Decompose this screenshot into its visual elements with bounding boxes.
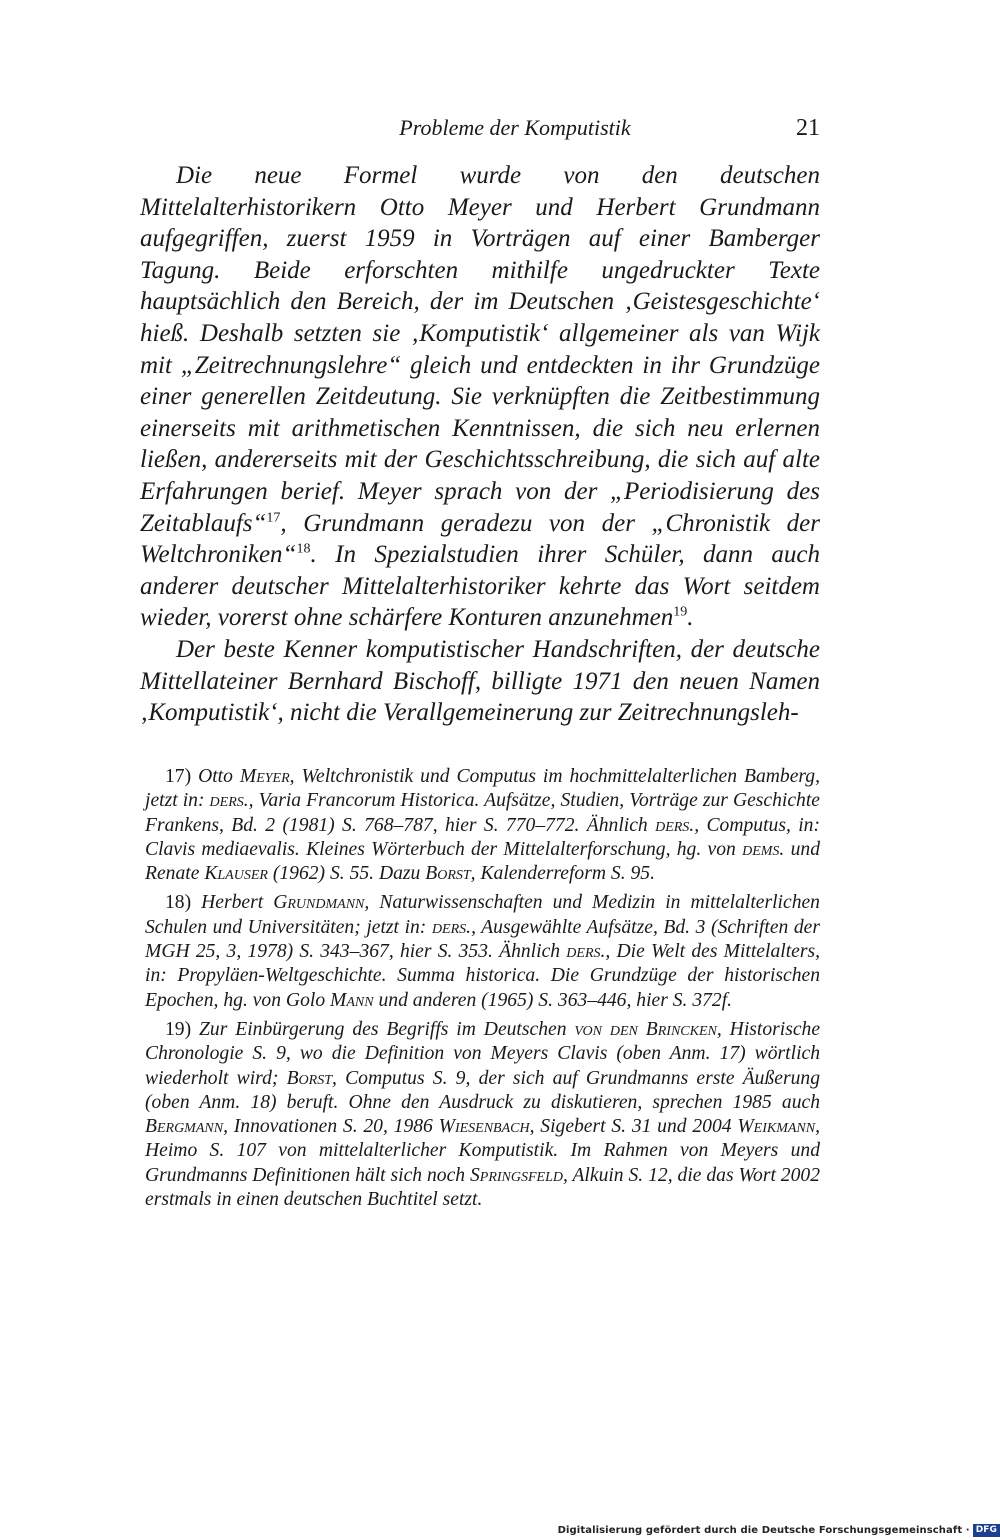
author-name: Borst <box>286 1067 333 1089</box>
footnote-text: , Weltchronistik und Computus im hochmittelalterlichen Bamberg, jetzt in: <box>145 766 820 812</box>
credit-text: Digitalisierung gefördert durch die Deutsche Forschungsgemeinschaft · <box>557 1524 970 1536</box>
author-name: ders. <box>655 814 695 836</box>
footnote-text: Otto <box>198 766 233 787</box>
footnotes <box>145 765 820 1217</box>
author-name: von den Brincken <box>574 1018 717 1040</box>
running-title: Probleme der Komputistik <box>399 115 631 140</box>
footnote-number: 18) <box>165 892 192 914</box>
footnote-text: , Computus S. 9, der sich auf Grundmanns erste Äußerung (oben Anm. 18) beruft. Ohne den Ausdruck zu diskutieren, sprechen 1985 auch <box>145 1067 820 1113</box>
footnote-text: , Ausgewählte Aufsätze, Bd. 3 (Schriften der MGH 25, 3, 1978) S. 343–367, hier S. 353. Ähnlich <box>145 916 821 963</box>
author-name: ders. <box>431 916 472 938</box>
footnote-text: , Heimo S. 107 von mittelalterlicher Komputistik. Im Rahmen von Meyers und Grundmanns Definitionen hält sich noch <box>145 1116 820 1186</box>
footnote-text: , Sigebert S. 31 und 2004 <box>529 1116 732 1138</box>
footnote-text: , Historische Chronologie S. 9, wo die Definition von Meyers Clavis (oben Anm. 17) wörtlich wiederholt wird; <box>145 1018 821 1089</box>
footnote-ref-18: 18 <box>296 541 311 557</box>
paragraph-1-part-b: , Grundmann geradezu von der „Chronistik der Weltchroniken“ <box>140 509 820 569</box>
footnote-ref-17: 17 <box>266 510 281 526</box>
author-name: Grundmann <box>273 892 365 914</box>
footnote-ref-19: 19 <box>673 604 688 620</box>
author-name: Wiesenbach <box>438 1116 530 1138</box>
footnote-18 <box>145 891 820 1012</box>
main-text <box>140 160 820 729</box>
footnote-text: , Computus, in: Clavis mediaevalis. Kleines Wörterbuch der Mittelalterforschung, hg. von <box>145 814 820 860</box>
footnote-17 <box>145 765 820 886</box>
footnote-number: 19) <box>165 1018 192 1040</box>
paragraph-1-part-c: . In Spezialstudien ihrer Schüler, dann auch anderer deutscher Mittelalterhistoriker kehrte das Wort seitdem wieder, vorerst ohne schärfere Konturen anzunehmen <box>140 541 820 632</box>
digitization-credit <box>558 1523 1000 1537</box>
footnote-text: , Kalenderreform S. 95. <box>470 863 655 885</box>
running-head <box>140 113 820 147</box>
footnote-text: , Naturwissenschaften und Medizin in mittelalterlichen Schulen und Universitäten; jetzt in: <box>145 892 820 938</box>
author-name: dems. <box>742 838 785 860</box>
page-number: 21 <box>796 115 820 141</box>
footnote-text: Zur Einbürgerung des Begriffs im Deutschen <box>199 1018 567 1040</box>
author-name: Meyer <box>239 766 290 787</box>
footnote-text: , Die Welt des Mittelalters, in: Propyläen-Weltgeschichte. Summa historica. Die Grundzüge der historischen Epochen, hg. von Golo <box>145 941 820 1011</box>
author-name: Klauser <box>204 863 268 885</box>
author-name: ders. <box>209 790 249 812</box>
dfg-logo-icon: DFG <box>973 1524 1000 1537</box>
author-name: Bergmann <box>145 1116 224 1138</box>
footnote-text: , Innovationen S. 20, 1986 <box>223 1116 433 1138</box>
footnote-text: und anderen (1965) S. 363–446, hier S. 372f. <box>378 989 733 1011</box>
paragraph-1-part-d: . <box>687 604 694 632</box>
author-name: Mann <box>330 989 374 1011</box>
footnote-19 <box>145 1018 820 1212</box>
paragraph-1 <box>140 160 820 634</box>
footnote-text: Herbert <box>201 892 264 914</box>
footnote-text: (1962) S. 55. Dazu <box>272 863 421 885</box>
footnote-number: 17) <box>165 766 192 787</box>
author-name: ders. <box>566 941 606 963</box>
footnote-text: , Varia Francorum Historica. Aufsätze, Studien, Vorträge zur Geschichte Frankens, Bd. 2 (1981) S. 768–787, hier S. 770–772. Ähnlich <box>145 790 820 836</box>
paragraph-1-part-a: Die neue Formel wurde von den deutschen Mittelalterhistorikern Otto Meyer und Herbert Grundmann aufgegriffen, zuerst 1959 in Vorträgen auf einer Bamberger Tagung. Beide erforschten mithilfe ungedruckter Texte hauptsächlich den Bereich, der im Deutschen ‚Geistesgeschichte‘ hieß. Deshalb setzten sie ‚Komputistik‘ allgemeiner als van Wijk mit „Zeitrechnungslehre“ gleich und entdeckten in ihr Grundzüge einer generellen Zeitdeutung. Sie verknüpften die Zeitbestimmung einerseits mit arithmetischen Kenntnissen, die sich neu erlernen ließen, andererseits mit der Geschichtsschreibung, die sich auf alte Erfahrungen berief. Meyer sprach von der „Periodisierung des Zeitablaufs“ <box>140 162 820 537</box>
author-name: Weikmann <box>737 1116 816 1138</box>
footnote-text: , Alkuin S. 12, die das Wort 2002 erstmals in einen deutschen Buchtitel setzt. <box>145 1164 820 1211</box>
author-name: Borst <box>425 863 471 885</box>
footnote-text: und Renate <box>145 838 820 885</box>
author-name: Springsfeld <box>469 1164 563 1186</box>
paragraph-2: Der beste Kenner komputistischer Handschriften, der deutsche Mittellateiner Bernhard Bischoff, billigte 1971 den neuen Namen ‚Komputistik‘, nicht die Verallgemeinerung zur Zeitrechnungsleh- <box>140 635 820 727</box>
